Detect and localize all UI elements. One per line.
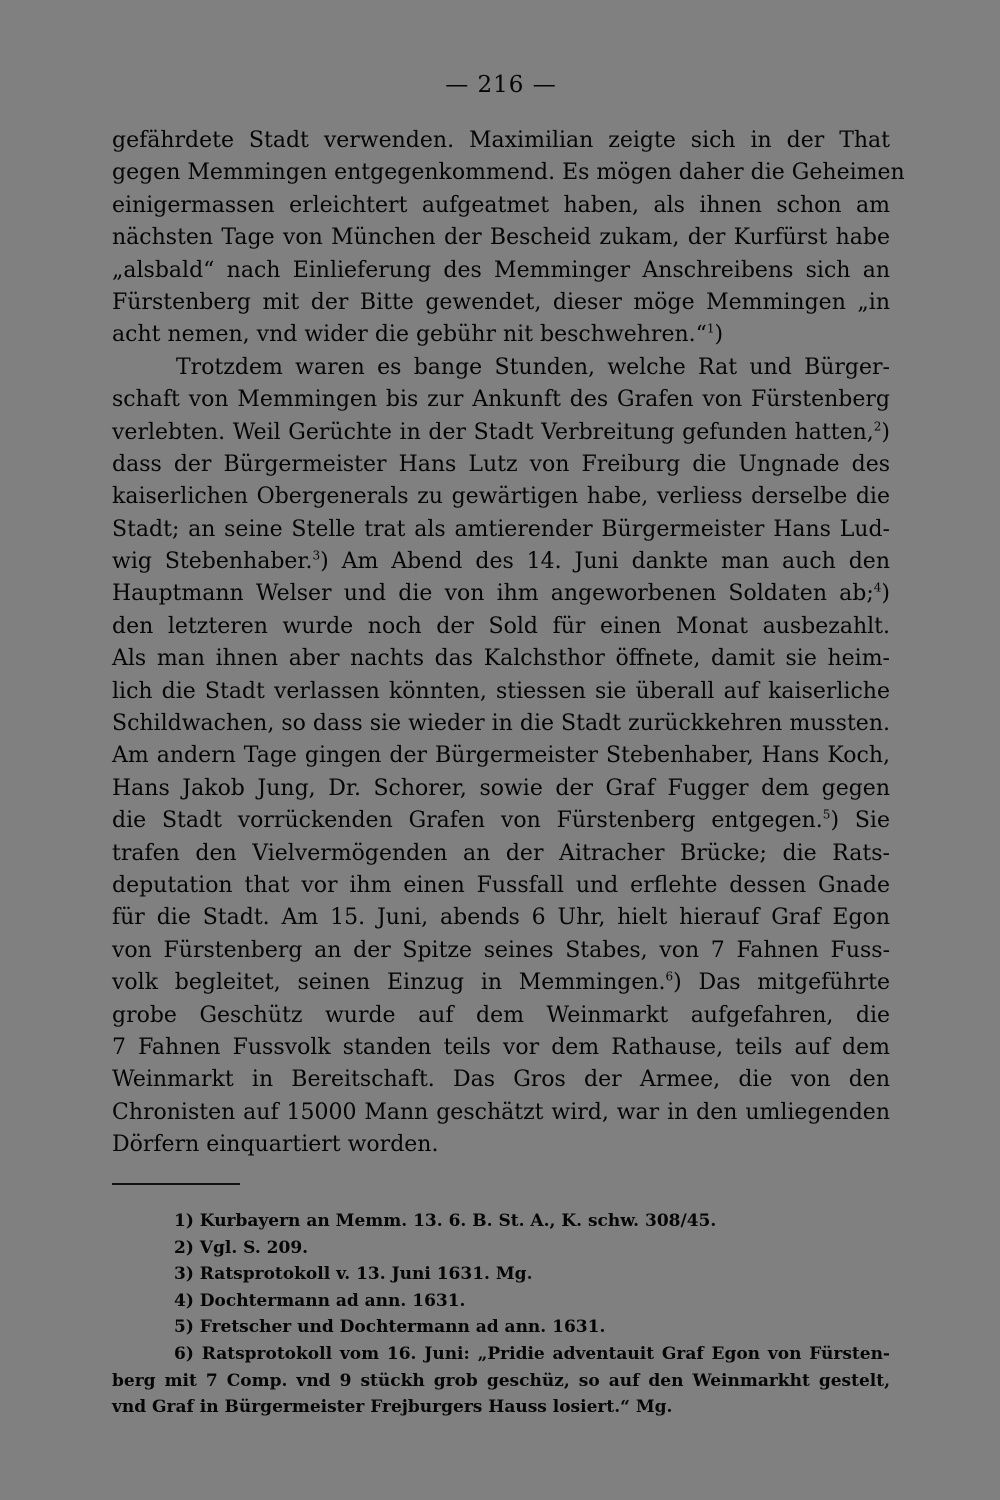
page-number: — 216 — — [445, 72, 557, 98]
text-line: für die Stadt. Am 15. Juni, abends 6 Uhr, hielt hierauf Graf Egon — [112, 905, 890, 931]
text-segment: Sie — [854, 808, 890, 834]
footnote-line: berg mit 7 Comp. vnd 9 stückh grob geschüz, so auf den Weinmarkht gestelt, — [112, 1370, 890, 1391]
text-line: Als man ihnen aber nachts das Kalchsthor öffnete, damit sie heim- — [112, 646, 890, 672]
text-line: wig Stebenhaber.$^3$) Am Abend des 14. Juni dankte man auch den — [112, 548, 890, 575]
text-line: volk begleitet, seinen Einzug in Memmingen.$^6$) Das mitgeführte — [112, 969, 891, 996]
text-segment: Am Abend des 14. Juni dankte man auch den — [341, 549, 890, 575]
footnote: 4) Dochtermann ad ann. 1631. — [174, 1290, 466, 1311]
footnote-line: 6) Ratsprotokoll vom 16. Juni: „Pridie adventauit Graf Egon von Fürsten- — [174, 1343, 890, 1364]
text-line: gegen Memmingen entgegenkommend. Es mögen daher die Geheimen — [112, 160, 905, 186]
footnote-ref: 3 — [312, 548, 321, 563]
footnote-divider — [112, 1183, 240, 1185]
body-text — [112, 125, 905, 1162]
text-line: kaiserlichen Obergenerals zu gewärtigen habe, verliess derselbe die — [112, 484, 890, 510]
text-line: dass der Bürgermeister Hans Lutz von Freiburg die Ungnade des — [112, 451, 890, 477]
text-line: Chronisten auf 15000 Mann geschätzt wird, war in den umliegenden — [112, 1099, 890, 1125]
text-line: trafen den Vielvermögenden an der Aitracher Brücke; die Rats- — [112, 840, 890, 866]
footnote-ref: 5 — [822, 807, 831, 822]
footnote: 1) Kurbayern an Memm. 13. 6. B. St. A., K. schw. 308/45. — [174, 1211, 717, 1231]
footnote: 5) Fretscher und Dochtermann ad ann. 1631. — [174, 1317, 606, 1338]
text-line: von Fürstenberg an der Spitze seines Stabes, von 7 Fahnen Fuss- — [112, 937, 890, 963]
text-line: lich die Stadt verlassen könnten, stiessen sie überall auf kaiserliche — [112, 678, 890, 704]
footnote-ref: 2 — [873, 419, 882, 434]
footnote: 3) Ratsprotokoll v. 13. Juni 1631. Mg. — [174, 1264, 533, 1285]
text-segment: wig Stebenhaber. — [112, 549, 313, 575]
text-line: Dörfern einquartiert worden. — [112, 1132, 439, 1158]
text-line: Schildwachen, so dass sie wieder in die Stadt zurückkehren mussten. — [112, 711, 890, 737]
text-line: acht nemen, vnd wider die gebühr nit beschwehren.“$^1$) — [112, 322, 724, 348]
text-line: Am andern Tage gingen der Bürgermeister Stebenhaber, Hans Koch, — [112, 743, 890, 769]
text-line: schaft von Memmingen bis zur Ankunft des Grafen von Fürstenberg — [112, 387, 890, 413]
text-segment: acht nemen, vnd wider die gebühr nit beschwehren.“ — [112, 322, 707, 348]
footnotes — [112, 1208, 890, 1421]
text-line: den letzteren wurde noch der Sold für einen Monat ausbezahlt. — [112, 613, 890, 639]
text-segment: Das mitgeführte — [698, 970, 891, 996]
text-line: Stadt; an seine Stelle trat als amtierender Bürgermeister Hans Lud- — [112, 516, 890, 542]
text-line: nächsten Tage von München der Bescheid zukam, der Kurfürst habe — [112, 225, 890, 251]
footnote-ref: 4 — [873, 581, 882, 596]
text-line: die Stadt vorrückenden Grafen von Fürstenberg entgegen.$^5$) Sie — [112, 807, 890, 834]
text-line: Weinmarkt in Bereitschaft. Das Gros der Armee, die von den — [112, 1067, 890, 1093]
text-line: „alsbald“ nach Einlieferung des Memminger Anschreibens sich an — [112, 257, 890, 283]
footnote-line: vnd Graf in Bürgermeister Frejburgers Hauss losiert.“ Mg. — [112, 1397, 673, 1418]
text-line: grobe Geschütz wurde auf dem Weinmarkt aufgefahren, die — [112, 1002, 890, 1028]
text-segment: Hauptmann Welser und die von ihm angeworbenen Soldaten ab; — [112, 581, 874, 607]
text-segment: die Stadt vorrückenden Grafen von Fürstenberg entgegen. — [112, 808, 823, 834]
footnote-ref: 6 — [665, 969, 674, 984]
text-line: Hans Jakob Jung, Dr. Schorer, sowie der Graf Fugger dem gegen — [112, 775, 890, 801]
text-line: Hauptmann Welser und die von ihm angeworbenen Soldaten ab;$^4$) — [112, 581, 890, 607]
text-line: Trotzdem waren es bange Stunden, welche Rat und Bürger- — [176, 354, 890, 380]
footnote: 2) Vgl. S. 209. — [174, 1237, 309, 1258]
text-line: gefährdete Stadt verwenden. Maximilian zeigte sich in der That — [112, 128, 890, 153]
text-line: Fürstenberg mit der Bitte gewendet, dieser möge Memmingen „in — [112, 289, 890, 315]
text-segment: volk begleitet, seinen Einzug in Memmingen. — [112, 970, 666, 996]
text-line: deputation that vor ihm einen Fussfall und erflehte dessen Gnade — [112, 872, 890, 898]
text-segment: verlebten. Weil Gerüchte in der Stadt Verbreitung gefunden hatten, — [112, 419, 874, 445]
text-line: verlebten. Weil Gerüchte in der Stadt Verbreitung gefunden hatten,$^2$) — [112, 419, 890, 445]
text-line: einigermassen erleichtert aufgeatmet haben, als ihnen schon am — [112, 192, 890, 218]
text-line: 7 Fahnen Fussvolk standen teils vor dem Rathause, teils auf dem — [112, 1034, 890, 1060]
footnote-ref: 1 — [706, 322, 715, 337]
